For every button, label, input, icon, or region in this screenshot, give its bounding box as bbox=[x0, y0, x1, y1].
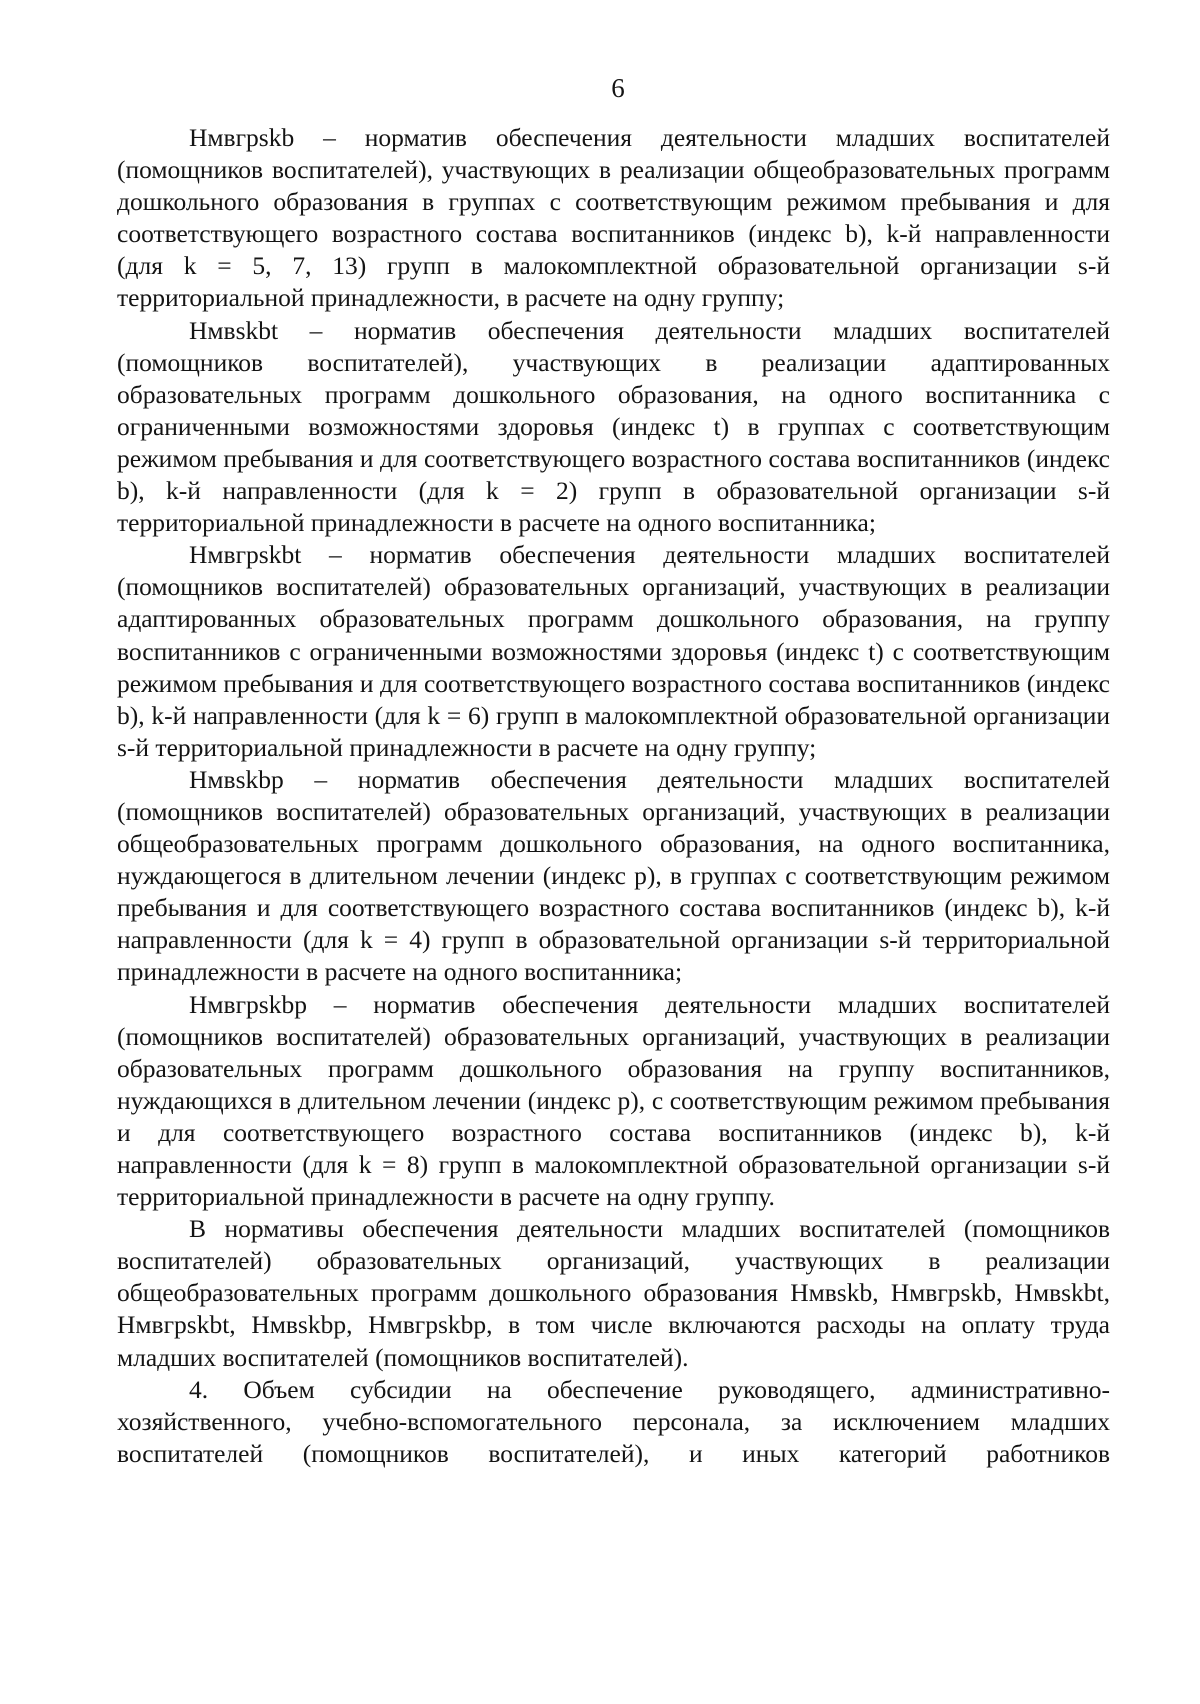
paragraph-norms-include: В нормативы обеспечения деятельности младших воспитателей (помощников воспитателей) образовательных организаций, участвующих в реализации общеобразовательных программ дошкольного образования Нмвskb, Нмвгрskb, Нмвskbt, Нмвгрskbt, Нмвskbp, Нмвгрskbp, в том числе включаются расходы на оплату труда младших воспитателей (помощников воспитателей). bbox=[117, 1214, 1110, 1372]
page-number: 6 bbox=[611, 73, 625, 103]
paragraph-item-4: 4. Объем субсидии на обеспечение руководящего, административно-хозяйственного, учебно-вспомогательного персонала, за исключением младших воспитателей (помощников воспитателей), и иных категорий работников bbox=[117, 1374, 1110, 1468]
paragraph-nmvskbp: Нмвskbp – норматив обеспечения деятельности младших воспитателей (помощников воспитателей) образовательных организаций, участвующих в реализации общеобразовательных программ дошкольного образования, на одного воспитанника, нуждающегося в длительном лечении (индекс p), в группах с соответствующим режимом пребывания и для соответствующего возрастного состава воспитанников (индекс b), k-й направленности (для k = 4) групп в образовательной организации s-й территориальной принадлежности в расчете на одного воспитанника; bbox=[117, 764, 1110, 987]
paragraph-nmvgrskbt: Нмвгрskbt – норматив обеспечения деятельности младших воспитателей (помощников воспитателей) образовательных организаций, участвующих в реализации адаптированных образовательных программ дошкольного образования, на группу воспитанников с ограниченными возможностями здоровья (индекс t) с соответствующим режимом пребывания и для соответствующего возрастного состава воспитанников (индекс b), k-й направленности (для k = 6) групп в малокомплектной образовательной организации s-й территориальной принадлежности в расчете на одну группу; bbox=[117, 540, 1110, 762]
paragraph-nmvgrskb: Нмвгрskb – норматив обеспечения деятельности младших воспитателей (помощников воспитателей), участвующих в реализации общеобразовательных программ дошкольного образования в группах с соответствующим режимом пребывания и для соответствующего возрастного состава воспитанников (индекс b), k-й направленности (для k = 5, 7, 13) групп в малокомплектной образовательной организации s-й территориальной принадлежности, в расчете на одну группу; bbox=[117, 123, 1110, 313]
paragraph-nmvgrskbp: Нмвгрskbp – норматив обеспечения деятельности младших воспитателей (помощников воспитателей) образовательных организаций, участвующих в реализации образовательных программ дошкольного образования на группу воспитанников, нуждающихся в длительном лечении (индекс p), с соответствующим режимом пребывания и для соответствующего возрастного состава воспитанников (индекс b), k-й направленности (для k = 8) групп в малокомплектной образовательной организации s-й территориальной принадлежности в расчете на одну группу. bbox=[117, 989, 1110, 1212]
paragraph-nmvskbt: Нмвskbt – норматив обеспечения деятельности младших воспитателей (помощников воспитателей), участвующих в реализации адаптированных образовательных программ дошкольного образования, на одного воспитанника с ограниченными возможностями здоровья (индекс t) в группах с соответствующим режимом пребывания и для соответствующего возрастного состава воспитанников (индекс b), k-й направленности (для k = 2) групп в образовательной организации s-й территориальной принадлежности в расчете на одного воспитанника; bbox=[117, 315, 1110, 538]
document-body bbox=[117, 122, 1110, 1470]
